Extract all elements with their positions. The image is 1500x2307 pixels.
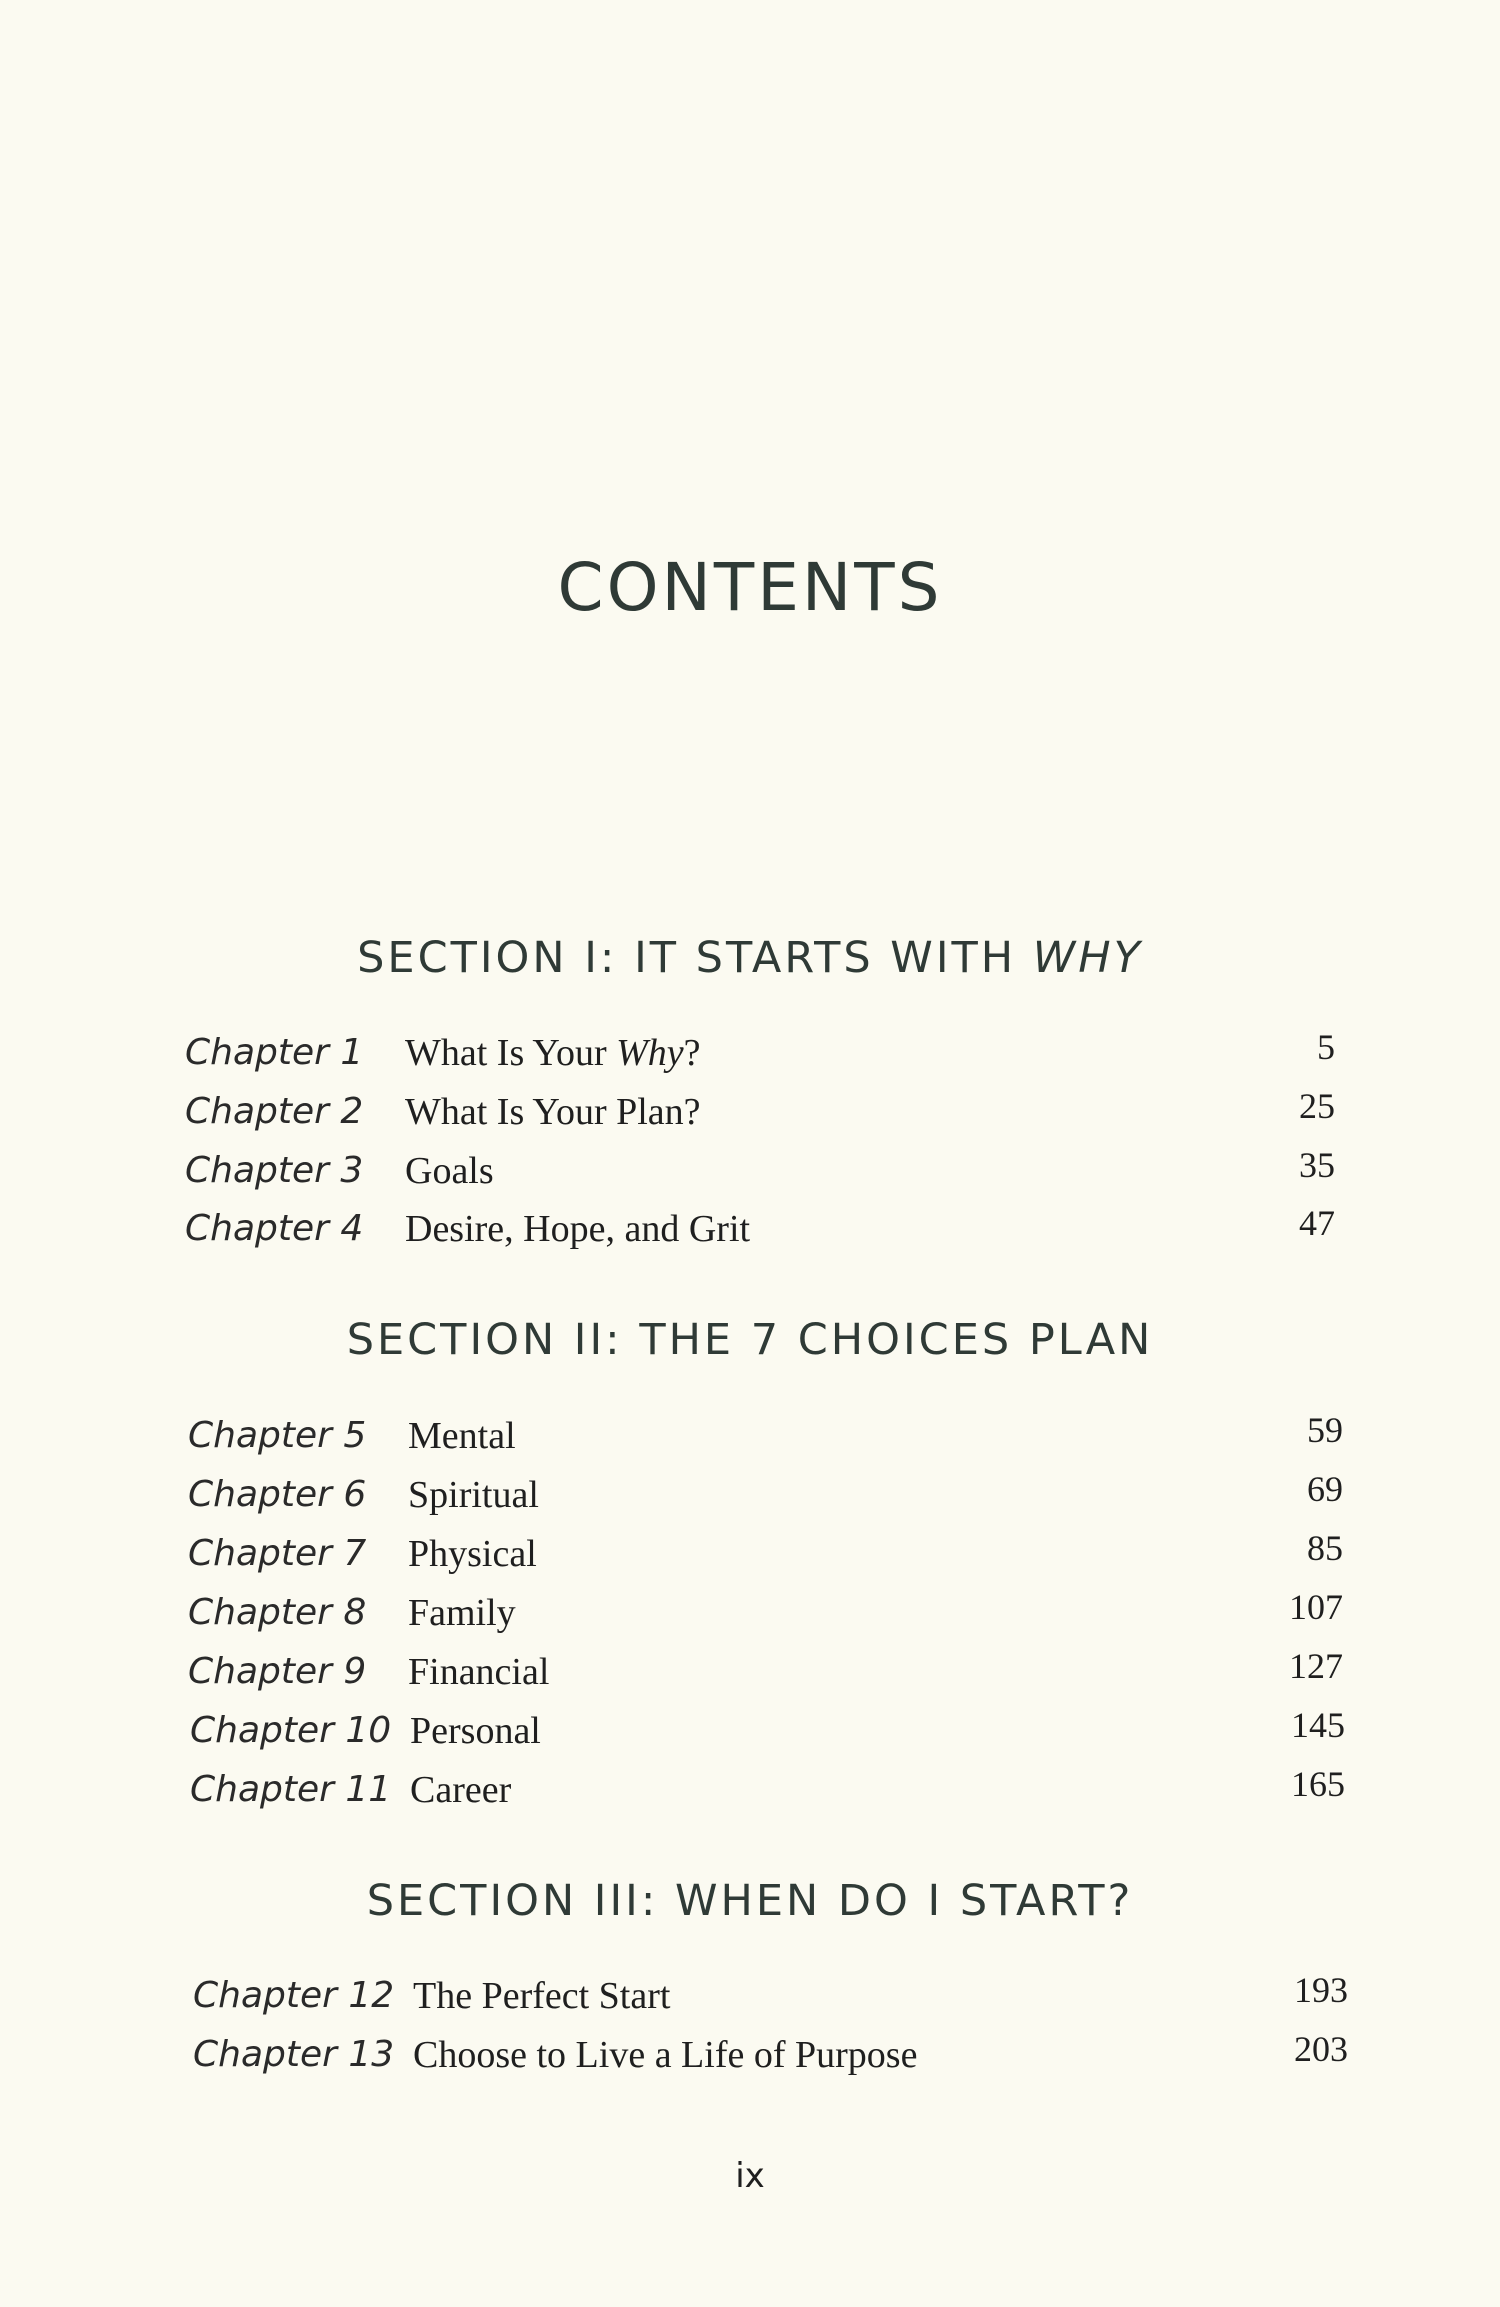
page-number: ix bbox=[735, 2156, 765, 2196]
page-title: CONTENTS bbox=[557, 549, 943, 626]
chapter-title: What Is Your Plan? bbox=[405, 1091, 701, 1133]
chapter-label: Chapter 11 bbox=[190, 1769, 392, 1810]
chapter-title: Personal bbox=[410, 1710, 541, 1752]
chapter-page-number: 193 bbox=[1294, 1970, 1348, 2010]
chapter-title: Physical bbox=[408, 1533, 537, 1575]
chapter-page-number: 35 bbox=[1299, 1145, 1335, 1185]
section-heading-text: SECTION I: IT STARTS WITH bbox=[357, 933, 1033, 983]
chapter-title: Choose to Live a Life of Purpose bbox=[413, 2034, 918, 2076]
chapter-title: Desire, Hope, and Grit bbox=[405, 1208, 751, 1250]
toc-row bbox=[193, 1967, 1353, 2025]
chapter-page-number: 69 bbox=[1307, 1469, 1343, 1509]
chapter-title: Mental bbox=[408, 1415, 516, 1457]
toc-row bbox=[188, 1407, 1348, 1465]
chapter-title: What Is Your Why? bbox=[405, 1032, 701, 1074]
chapter-label: Chapter 8 bbox=[188, 1592, 367, 1633]
chapter-page-number: 85 bbox=[1307, 1528, 1343, 1568]
chapter-page-number: 47 bbox=[1299, 1203, 1335, 1243]
section-heading-1 bbox=[0, 930, 1500, 986]
chapter-label: Chapter 5 bbox=[188, 1415, 367, 1456]
toc-row bbox=[190, 1702, 1350, 1760]
chapter-title: Family bbox=[408, 1592, 516, 1634]
section-heading-emphasis: WHY bbox=[1032, 933, 1143, 983]
chapter-title: Career bbox=[410, 1769, 512, 1811]
chapter-title: Financial bbox=[408, 1651, 550, 1693]
chapter-label: Chapter 1 bbox=[185, 1032, 364, 1073]
chapter-page-number: 127 bbox=[1289, 1646, 1343, 1686]
chapter-title: Goals bbox=[405, 1150, 494, 1192]
toc-row bbox=[188, 1643, 1348, 1701]
chapter-page-number: 165 bbox=[1291, 1764, 1345, 1804]
toc-row bbox=[185, 1024, 1345, 1082]
chapter-label: Chapter 4 bbox=[185, 1208, 364, 1249]
chapter-page-number: 25 bbox=[1299, 1086, 1335, 1126]
section-heading-2: SECTION II: THE 7 CHOICES PLAN bbox=[346, 1315, 1154, 1365]
toc-row bbox=[185, 1083, 1345, 1141]
chapter-page-number: 5 bbox=[1317, 1027, 1335, 1067]
chapter-label: Chapter 3 bbox=[185, 1150, 364, 1191]
chapter-label: Chapter 13 bbox=[193, 2034, 395, 2075]
toc-row bbox=[193, 2026, 1353, 2084]
toc-row bbox=[190, 1761, 1350, 1819]
chapter-page-number: 203 bbox=[1294, 2029, 1348, 2069]
toc-row bbox=[188, 1466, 1348, 1524]
toc-row bbox=[188, 1584, 1348, 1642]
chapter-label: Chapter 2 bbox=[185, 1091, 364, 1132]
chapter-page-number: 59 bbox=[1307, 1410, 1343, 1450]
chapter-title: Spiritual bbox=[408, 1474, 539, 1516]
section-heading-3: SECTION III: WHEN DO I START? bbox=[366, 1876, 1134, 1926]
chapter-title: The Perfect Start bbox=[413, 1975, 671, 2017]
toc-row bbox=[185, 1200, 1345, 1258]
chapter-page-number: 145 bbox=[1291, 1705, 1345, 1745]
chapter-label: Chapter 10 bbox=[190, 1710, 392, 1751]
chapter-page-number: 107 bbox=[1289, 1587, 1343, 1627]
toc-row bbox=[188, 1525, 1348, 1583]
chapter-label: Chapter 6 bbox=[188, 1474, 367, 1515]
chapter-label: Chapter 12 bbox=[193, 1975, 395, 2016]
chapter-label: Chapter 7 bbox=[188, 1533, 367, 1574]
toc-row bbox=[185, 1142, 1345, 1200]
chapter-label: Chapter 9 bbox=[188, 1651, 367, 1692]
